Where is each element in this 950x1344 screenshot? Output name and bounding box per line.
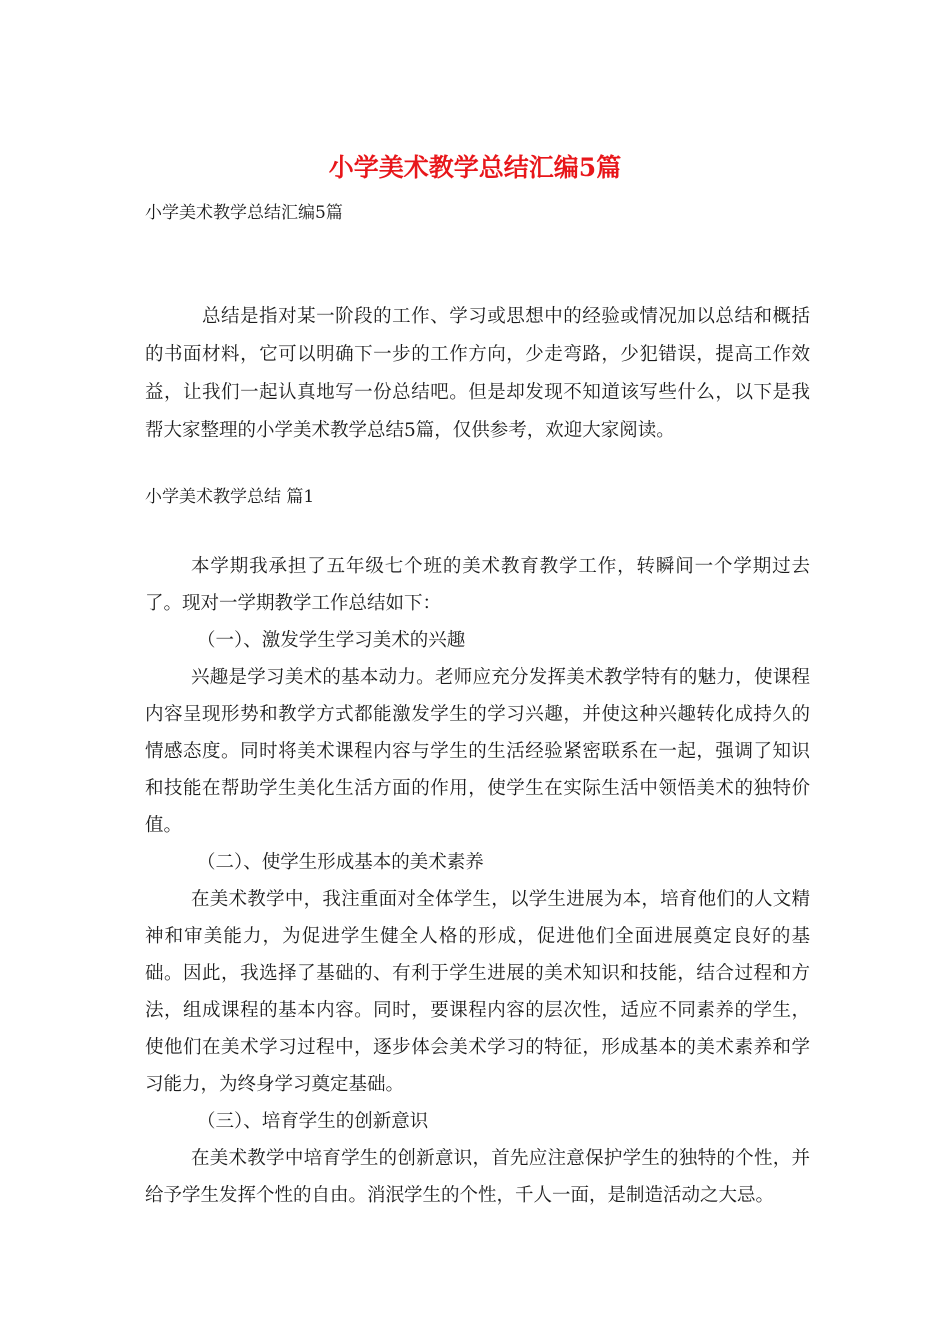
intro-paragraph: 总结是指对某一阶段的工作、学习或思想中的经验或情况加以总结和概括的书面材料，它可以明确下一步的工作方向，少走弯路，少犯错误，提高工作效益，让我们一起认真地写一份总结吧。但是却发现不知道该写些什么，以下是我帮大家整理的小学美术教学总结5篇，仅供参考，欢迎大家阅读。	[145, 306, 810, 441]
subheading-paragraph: （一）、激发学生学习美术的兴趣	[197, 630, 466, 651]
body-paragraph: 本学期我承担了五年级七个班的美术教育教学工作，转瞬间一个学期过去了。现对一学期教学工作总结如下：	[145, 556, 810, 614]
subheading-paragraph: （二）、使学生形成基本的美术素养	[197, 852, 484, 873]
body-paragraph: 兴趣是学习美术的基本动力。老师应充分发挥美术教学特有的魅力，使课程内容呈现形势和教学方式都能激发学生的学习兴趣，并使这种兴趣转化成持久的情感态度。同时将美术课程内容与学生的生活经验紧密联系在一起，强调了知识和技能在帮助学生美化生活方面的作用，使学生在实际生活中领悟美术的独特价值。	[145, 667, 810, 836]
section-heading: 小学美术教学总结 篇1	[145, 487, 315, 507]
document-title: 小学美术教学总结汇编5篇	[328, 153, 622, 182]
body-paragraph: 在美术教学中培育学生的创新意识，首先应注意保护学生的独特的个性，并给予学生发挥个性的自由。消泯学生的个性，千人一面，是制造活动之大忌。	[145, 1148, 810, 1206]
document-subtitle: 小学美术教学总结汇编5篇	[145, 203, 343, 223]
document-body	[145, 548, 810, 1214]
subheading-paragraph: （三）、培育学生的创新意识	[197, 1111, 429, 1132]
body-paragraph: 在美术教学中，我注重面对全体学生，以学生进展为本，培育他们的人文精神和审美能力，为促进学生健全人格的形成，促进他们全面进展奠定良好的基础。因此，我选择了基础的、有利于学生进展的美术知识和技能，结合过程和方法，组成课程的基本内容。同时，要课程内容的层次性，适应不同素养的学生，使他们在美术学习过程中，逐步体会美术学习的特征，形成基本的美术素养和学习能力，为终身学习奠定基础。	[145, 889, 810, 1095]
